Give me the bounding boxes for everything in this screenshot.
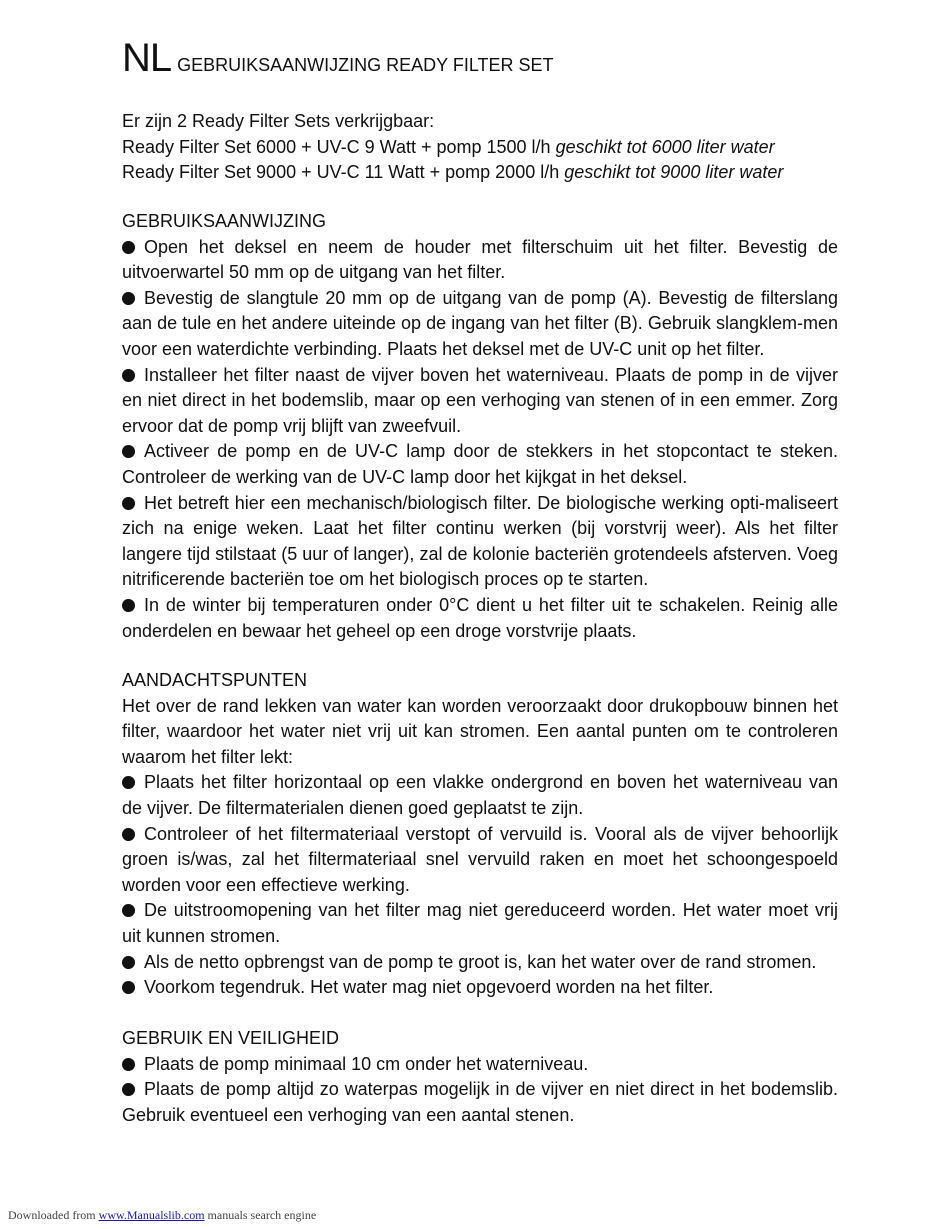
list-item-text: In de winter bij temperaturen onder 0°C dient u het filter uit te schakelen. Reinig alle onderdelen en bewaar het geheel op een droge vorstvrije plaats. [122, 594, 838, 641]
download-footer [8, 1208, 316, 1223]
list-item [122, 975, 838, 1001]
list-item-text: Installeer het filter naast de vijver boven het waterniveau. Plaats de pomp in de vijver en niet direct in het bodemslib, maar op een verhoging van stenen of in een emmer. Zorg ervoor dat de pomp vrij blijft van zweefvuil. [122, 364, 838, 436]
section-intro: Het over de rand lekken van water kan worden veroorzaakt door drukopbouw binnen het filter, waardoor het water niet vrij uit kan stromen. Een aantal punten om te controleren waarom het filter lekt: [122, 695, 838, 767]
list-item [122, 1052, 838, 1078]
list-item [122, 593, 838, 644]
list-item-text: Voorkom tegendruk. Het water mag niet opgevoerd worden na het filter. [144, 977, 714, 998]
list-item-text: Het betreft hier een mechanisch/biologisch filter. De biologische werking opti-maliseert zich na enige weken. Laat het filter continu werken (bij vorstvrij weer). Als het filter langere tijd stilstaat (5 uur of langer), zal de kolonie bacteriën grotendeels afsterven. Voeg nitrificerende bacteriën toe om het biologisch proces op te starten. [122, 492, 838, 590]
list-item-text: Bevestig de slangtule 20 mm op de uitgang van de pomp (A). Bevestig de filterslang aan de tule en het andere uiteinde op de ingang van het filter (B). Gebruik slangklem-men voor een waterdichte verbinding. Plaats het deksel met de UV-C unit op het filter. [122, 287, 838, 359]
list-item [122, 439, 838, 490]
bullet-icon [122, 241, 135, 254]
list-item-text: Als de netto opbrengst van de pomp te groot is, kan het water over de rand stromen. [144, 951, 817, 972]
list-item-text: Plaats de pomp altijd zo waterpas mogelijk in de vijver en niet direct in het bodemslib. Gebruik eventueel een verhoging van een aantal stenen. [122, 1079, 838, 1125]
product-spec: Ready Filter Set 6000 + UV-C 9 Watt + pomp 1500 l/h [122, 136, 556, 157]
footer-prefix: Downloaded from [8, 1208, 99, 1222]
list-item [122, 235, 838, 286]
list-item [122, 950, 838, 976]
list-item-text: De uitstroomopening van het filter mag niet gereduceerd worden. Het water moet vrij uit kunnen stromen. [122, 900, 838, 946]
section-instructions [122, 209, 838, 644]
list-item [122, 898, 838, 949]
section-heading: GEBRUIK EN VEILIGHEID [122, 1028, 340, 1048]
product-spec: Ready Filter Set 9000 + UV-C 11 Watt + pomp 2000 l/h [122, 162, 565, 183]
bullet-icon [122, 1083, 135, 1096]
bullet-icon [122, 981, 135, 994]
intro-line [122, 160, 838, 186]
capacity-note: geschikt tot 6000 liter water [555, 136, 775, 157]
list-item [122, 491, 838, 593]
section-heading: AANDACHTSPUNTEN [122, 670, 308, 690]
bullet-icon [122, 292, 135, 305]
capacity-note: geschikt tot 9000 liter water [564, 162, 784, 183]
bullet-icon [122, 776, 135, 789]
intro-block [122, 109, 838, 186]
bullet-icon [122, 599, 135, 612]
bullet-icon [122, 904, 135, 917]
section-heading: GEBRUIKSAANWIJZING [122, 211, 327, 231]
list-item [122, 822, 838, 899]
section-use-and-safety [122, 1026, 838, 1128]
list-item-text: Activeer de pomp en de UV-C lamp door de stekkers in het stopcontact te steken. Controleer de werking van de UV-C lamp door het kijkgat in het deksel. [122, 441, 838, 487]
list-item-text: Plaats het filter horizontaal op een vlakke ondergrond en boven het waterniveau van de vijver. De filtermaterialen dienen goed geplaatst te zijn. [122, 772, 838, 818]
list-item [122, 286, 838, 363]
list-item [122, 1077, 838, 1128]
page-title [122, 38, 554, 78]
manualslib-link[interactable]: www.Manualslib.com [98, 1208, 205, 1222]
bullet-icon [122, 1058, 135, 1071]
list-item-text: Controleer of het filtermateriaal verstopt of vervuild is. Vooral als de vijver behoorlijk groen is/was, zal het filtermateriaal snel vervuild raken en moet het schoongespoeld worden voor een effectieve werking. [122, 823, 838, 895]
language-code: NL [122, 36, 172, 80]
list-item-text: Plaats de pomp minimaal 10 cm onder het waterniveau. [144, 1053, 589, 1074]
section-attention-points [122, 668, 838, 1001]
list-item [122, 363, 838, 440]
footer-suffix: manuals search engine [204, 1208, 317, 1222]
bullet-icon [122, 497, 135, 510]
bullet-icon [122, 369, 135, 382]
bullet-icon [122, 828, 135, 841]
list-item [122, 770, 838, 821]
intro-line: Er zijn 2 Ready Filter Sets verkrijgbaar: [122, 111, 435, 131]
bullet-icon [122, 956, 135, 969]
bullet-icon [122, 445, 135, 458]
title-text: GEBRUIKSAANWIJZING READY FILTER SET [177, 55, 554, 75]
intro-line [122, 135, 838, 161]
list-item-text: Open het deksel en neem de houder met filterschuim uit het filter. Bevestig de uitvoerwartel 50 mm op de uitgang van het filter. [122, 236, 838, 283]
